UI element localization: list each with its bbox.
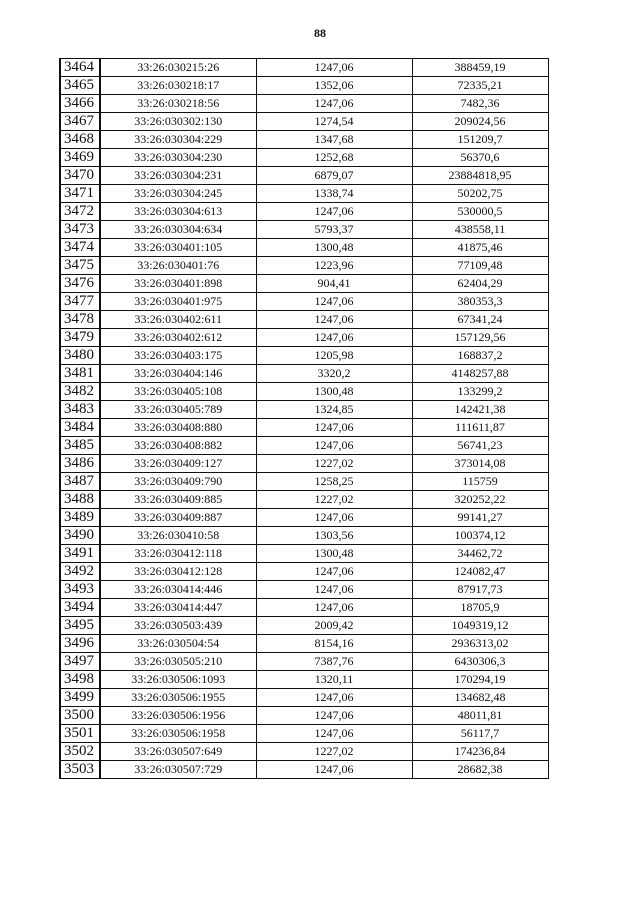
cadastral-value-cell: 41875,46 xyxy=(412,239,548,257)
cadastral-number-cell: 33:26:030412:118 xyxy=(100,545,256,563)
unit-price-cell: 1227,02 xyxy=(256,743,412,761)
row-number-cell: 3494 xyxy=(60,599,100,617)
table-row xyxy=(60,59,548,77)
row-number-cell: 3496 xyxy=(60,635,100,653)
cadastral-value-cell: 115759 xyxy=(412,473,548,491)
cadastral-value-cell: 373014,08 xyxy=(412,455,548,473)
row-number-cell: 3471 xyxy=(60,185,100,203)
row-number-cell: 3478 xyxy=(60,311,100,329)
table-row xyxy=(60,581,548,599)
row-number-cell: 3501 xyxy=(60,725,100,743)
unit-price-cell: 1324,85 xyxy=(256,401,412,419)
table-row xyxy=(60,401,548,419)
table-row xyxy=(60,383,548,401)
table-row xyxy=(60,149,548,167)
row-number-cell: 3474 xyxy=(60,239,100,257)
row-number-cell: 3486 xyxy=(60,455,100,473)
row-number-cell: 3483 xyxy=(60,401,100,419)
row-number-cell: 3482 xyxy=(60,383,100,401)
table-row xyxy=(60,545,548,563)
cadastral-number-cell: 33:26:030401:975 xyxy=(100,293,256,311)
row-number-cell: 3481 xyxy=(60,365,100,383)
cadastral-number-cell: 33:26:030401:76 xyxy=(100,257,256,275)
page-number: 88 xyxy=(314,26,326,40)
cadastral-number-cell: 33:26:030503:439 xyxy=(100,617,256,635)
cadastral-number-cell: 33:26:030506:1958 xyxy=(100,725,256,743)
cadastral-number-cell: 33:26:030506:1093 xyxy=(100,671,256,689)
table-row xyxy=(60,635,548,653)
unit-price-cell: 1347,68 xyxy=(256,131,412,149)
cadastral-number-cell: 33:26:030505:210 xyxy=(100,653,256,671)
cadastral-number-cell: 33:26:030506:1956 xyxy=(100,707,256,725)
cadastral-value-cell: 77109,48 xyxy=(412,257,548,275)
cadastral-value-cell: 209024,56 xyxy=(412,113,548,131)
cadastral-number-cell: 33:26:030405:108 xyxy=(100,383,256,401)
cadastral-value-cell: 530000,5 xyxy=(412,203,548,221)
unit-price-cell: 1274,54 xyxy=(256,113,412,131)
row-number-cell: 3469 xyxy=(60,149,100,167)
unit-price-cell: 1247,06 xyxy=(256,437,412,455)
unit-price-cell: 1258,25 xyxy=(256,473,412,491)
unit-price-cell: 1247,06 xyxy=(256,419,412,437)
row-number-cell: 3500 xyxy=(60,707,100,725)
cadastral-value-cell: 168837,2 xyxy=(412,347,548,365)
cadastral-value-cell: 48011,81 xyxy=(412,707,548,725)
row-number-cell: 3491 xyxy=(60,545,100,563)
unit-price-cell: 1247,06 xyxy=(256,311,412,329)
cadastral-value-cell: 320252,22 xyxy=(412,491,548,509)
cadastral-value-cell: 72335,21 xyxy=(412,77,548,95)
unit-price-cell: 1300,48 xyxy=(256,545,412,563)
row-number-cell: 3487 xyxy=(60,473,100,491)
row-number-cell: 3468 xyxy=(60,131,100,149)
row-number-cell: 3476 xyxy=(60,275,100,293)
table-row xyxy=(60,167,548,185)
cadastral-number-cell: 33:26:030304:229 xyxy=(100,131,256,149)
cadastral-number-cell: 33:26:030218:17 xyxy=(100,77,256,95)
row-number-cell: 3497 xyxy=(60,653,100,671)
cadastral-number-cell: 33:26:030504:54 xyxy=(100,635,256,653)
unit-price-cell: 1300,48 xyxy=(256,383,412,401)
unit-price-cell: 904,41 xyxy=(256,275,412,293)
unit-price-cell: 5793,37 xyxy=(256,221,412,239)
cadastral-number-cell: 33:26:030408:880 xyxy=(100,419,256,437)
cadastral-number-cell: 33:26:030304:231 xyxy=(100,167,256,185)
row-number-cell: 3464 xyxy=(60,59,100,77)
table-row xyxy=(60,437,548,455)
unit-price-cell: 1247,06 xyxy=(256,725,412,743)
unit-price-cell: 1247,06 xyxy=(256,563,412,581)
cadastral-value-cell: 100374,12 xyxy=(412,527,548,545)
table-row xyxy=(60,761,548,779)
unit-price-cell: 1252,68 xyxy=(256,149,412,167)
row-number-cell: 3466 xyxy=(60,95,100,113)
unit-price-cell: 1247,06 xyxy=(256,689,412,707)
table-row xyxy=(60,689,548,707)
table-row xyxy=(60,131,548,149)
cadastral-value-cell: 6430306,3 xyxy=(412,653,548,671)
cadastral-number-cell: 33:26:030402:612 xyxy=(100,329,256,347)
cadastral-value-cell: 388459,19 xyxy=(412,59,548,77)
unit-price-cell: 1320,11 xyxy=(256,671,412,689)
unit-price-cell: 1247,06 xyxy=(256,59,412,77)
unit-price-cell: 6879,07 xyxy=(256,167,412,185)
cadastral-number-cell: 33:26:030410:58 xyxy=(100,527,256,545)
cadastral-value-cell: 7482,36 xyxy=(412,95,548,113)
cadastral-number-cell: 33:26:030409:790 xyxy=(100,473,256,491)
cadastral-number-cell: 33:26:030401:898 xyxy=(100,275,256,293)
table-row xyxy=(60,743,548,761)
cadastral-number-cell: 33:26:030215:26 xyxy=(100,59,256,77)
cadastral-value-cell: 1049319,12 xyxy=(412,617,548,635)
table-row xyxy=(60,365,548,383)
unit-price-cell: 1352,06 xyxy=(256,77,412,95)
cadastral-number-cell: 33:26:030507:649 xyxy=(100,743,256,761)
cadastral-number-cell: 33:26:030414:447 xyxy=(100,599,256,617)
unit-price-cell: 1247,06 xyxy=(256,329,412,347)
cadastral-value-cell: 157129,56 xyxy=(412,329,548,347)
cadastral-number-cell: 33:26:030506:1955 xyxy=(100,689,256,707)
table-row xyxy=(60,293,548,311)
table-row xyxy=(60,527,548,545)
row-number-cell: 3488 xyxy=(60,491,100,509)
cadastral-value-cell: 56370,6 xyxy=(412,149,548,167)
unit-price-cell: 1338,74 xyxy=(256,185,412,203)
cadastral-table xyxy=(59,58,549,779)
cadastral-value-cell: 4148257,88 xyxy=(412,365,548,383)
cadastral-value-cell: 380353,3 xyxy=(412,293,548,311)
table-row xyxy=(60,275,548,293)
row-number-cell: 3485 xyxy=(60,437,100,455)
table-row xyxy=(60,311,548,329)
table-row xyxy=(60,707,548,725)
row-number-cell: 3475 xyxy=(60,257,100,275)
row-number-cell: 3467 xyxy=(60,113,100,131)
unit-price-cell: 1303,56 xyxy=(256,527,412,545)
unit-price-cell: 1247,06 xyxy=(256,599,412,617)
cadastral-value-cell: 18705,9 xyxy=(412,599,548,617)
cadastral-number-cell: 33:26:030218:56 xyxy=(100,95,256,113)
row-number-cell: 3495 xyxy=(60,617,100,635)
cadastral-number-cell: 33:26:030401:105 xyxy=(100,239,256,257)
table-body xyxy=(60,59,548,779)
cadastral-number-cell: 33:26:030302:130 xyxy=(100,113,256,131)
table-row xyxy=(60,257,548,275)
unit-price-cell: 1247,06 xyxy=(256,95,412,113)
unit-price-cell: 1300,48 xyxy=(256,239,412,257)
row-number-cell: 3479 xyxy=(60,329,100,347)
cadastral-number-cell: 33:26:030304:613 xyxy=(100,203,256,221)
table-row xyxy=(60,671,548,689)
unit-price-cell: 1247,06 xyxy=(256,581,412,599)
cadastral-value-cell: 99141,27 xyxy=(412,509,548,527)
row-number-cell: 3470 xyxy=(60,167,100,185)
cadastral-value-cell: 111611,87 xyxy=(412,419,548,437)
unit-price-cell: 1247,06 xyxy=(256,509,412,527)
table-row xyxy=(60,599,548,617)
unit-price-cell: 1223,96 xyxy=(256,257,412,275)
cadastral-value-cell: 67341,24 xyxy=(412,311,548,329)
cadastral-number-cell: 33:26:030404:146 xyxy=(100,365,256,383)
cadastral-value-cell: 170294,19 xyxy=(412,671,548,689)
table-row xyxy=(60,509,548,527)
table-row xyxy=(60,347,548,365)
cadastral-value-cell: 151209,7 xyxy=(412,131,548,149)
table-row xyxy=(60,455,548,473)
cadastral-number-cell: 33:26:030409:887 xyxy=(100,509,256,527)
row-number-cell: 3499 xyxy=(60,689,100,707)
cadastral-number-cell: 33:26:030412:128 xyxy=(100,563,256,581)
cadastral-value-cell: 174236,84 xyxy=(412,743,548,761)
row-number-cell: 3484 xyxy=(60,419,100,437)
unit-price-cell: 8154,16 xyxy=(256,635,412,653)
cadastral-number-cell: 33:26:030304:245 xyxy=(100,185,256,203)
cadastral-number-cell: 33:26:030304:230 xyxy=(100,149,256,167)
table-row xyxy=(60,473,548,491)
cadastral-value-cell: 438558,11 xyxy=(412,221,548,239)
row-number-cell: 3477 xyxy=(60,293,100,311)
cadastral-value-cell: 134682,48 xyxy=(412,689,548,707)
table-row xyxy=(60,203,548,221)
unit-price-cell: 1205,98 xyxy=(256,347,412,365)
table-row xyxy=(60,419,548,437)
table-row xyxy=(60,329,548,347)
unit-price-cell: 1247,06 xyxy=(256,203,412,221)
table-row xyxy=(60,185,548,203)
row-number-cell: 3489 xyxy=(60,509,100,527)
cadastral-value-cell: 56117,7 xyxy=(412,725,548,743)
unit-price-cell: 1247,06 xyxy=(256,707,412,725)
table-row xyxy=(60,77,548,95)
unit-price-cell: 2009,42 xyxy=(256,617,412,635)
row-number-cell: 3493 xyxy=(60,581,100,599)
unit-price-cell: 1227,02 xyxy=(256,491,412,509)
cadastral-value-cell: 28682,38 xyxy=(412,761,548,779)
cadastral-value-cell: 23884818,95 xyxy=(412,167,548,185)
table-row xyxy=(60,221,548,239)
table-row xyxy=(60,617,548,635)
table-row xyxy=(60,113,548,131)
cadastral-value-cell: 87917,73 xyxy=(412,581,548,599)
row-number-cell: 3465 xyxy=(60,77,100,95)
row-number-cell: 3480 xyxy=(60,347,100,365)
row-number-cell: 3472 xyxy=(60,203,100,221)
cadastral-value-cell: 124082,47 xyxy=(412,563,548,581)
cadastral-value-cell: 2936313,02 xyxy=(412,635,548,653)
unit-price-cell: 7387,76 xyxy=(256,653,412,671)
unit-price-cell: 3320,2 xyxy=(256,365,412,383)
cadastral-number-cell: 33:26:030414:446 xyxy=(100,581,256,599)
row-number-cell: 3473 xyxy=(60,221,100,239)
cadastral-value-cell: 142421,38 xyxy=(412,401,548,419)
table-row xyxy=(60,491,548,509)
cadastral-number-cell: 33:26:030408:882 xyxy=(100,437,256,455)
row-number-cell: 3492 xyxy=(60,563,100,581)
cadastral-value-cell: 56741,23 xyxy=(412,437,548,455)
row-number-cell: 3502 xyxy=(60,743,100,761)
cadastral-value-cell: 133299,2 xyxy=(412,383,548,401)
table-row xyxy=(60,239,548,257)
cadastral-value-cell: 62404,29 xyxy=(412,275,548,293)
unit-price-cell: 1247,06 xyxy=(256,293,412,311)
table-row xyxy=(60,653,548,671)
unit-price-cell: 1227,02 xyxy=(256,455,412,473)
row-number-cell: 3490 xyxy=(60,527,100,545)
table-row xyxy=(60,95,548,113)
table-row xyxy=(60,563,548,581)
unit-price-cell: 1247,06 xyxy=(256,761,412,779)
cadastral-number-cell: 33:26:030507:729 xyxy=(100,761,256,779)
cadastral-number-cell: 33:26:030409:127 xyxy=(100,455,256,473)
cadastral-number-cell: 33:26:030409:885 xyxy=(100,491,256,509)
table-row xyxy=(60,725,548,743)
row-number-cell: 3498 xyxy=(60,671,100,689)
cadastral-value-cell: 50202,75 xyxy=(412,185,548,203)
cadastral-number-cell: 33:26:030405:789 xyxy=(100,401,256,419)
cadastral-number-cell: 33:26:030402:611 xyxy=(100,311,256,329)
cadastral-number-cell: 33:26:030304:634 xyxy=(100,221,256,239)
row-number-cell: 3503 xyxy=(60,761,100,779)
cadastral-number-cell: 33:26:030403:175 xyxy=(100,347,256,365)
cadastral-value-cell: 34462,72 xyxy=(412,545,548,563)
